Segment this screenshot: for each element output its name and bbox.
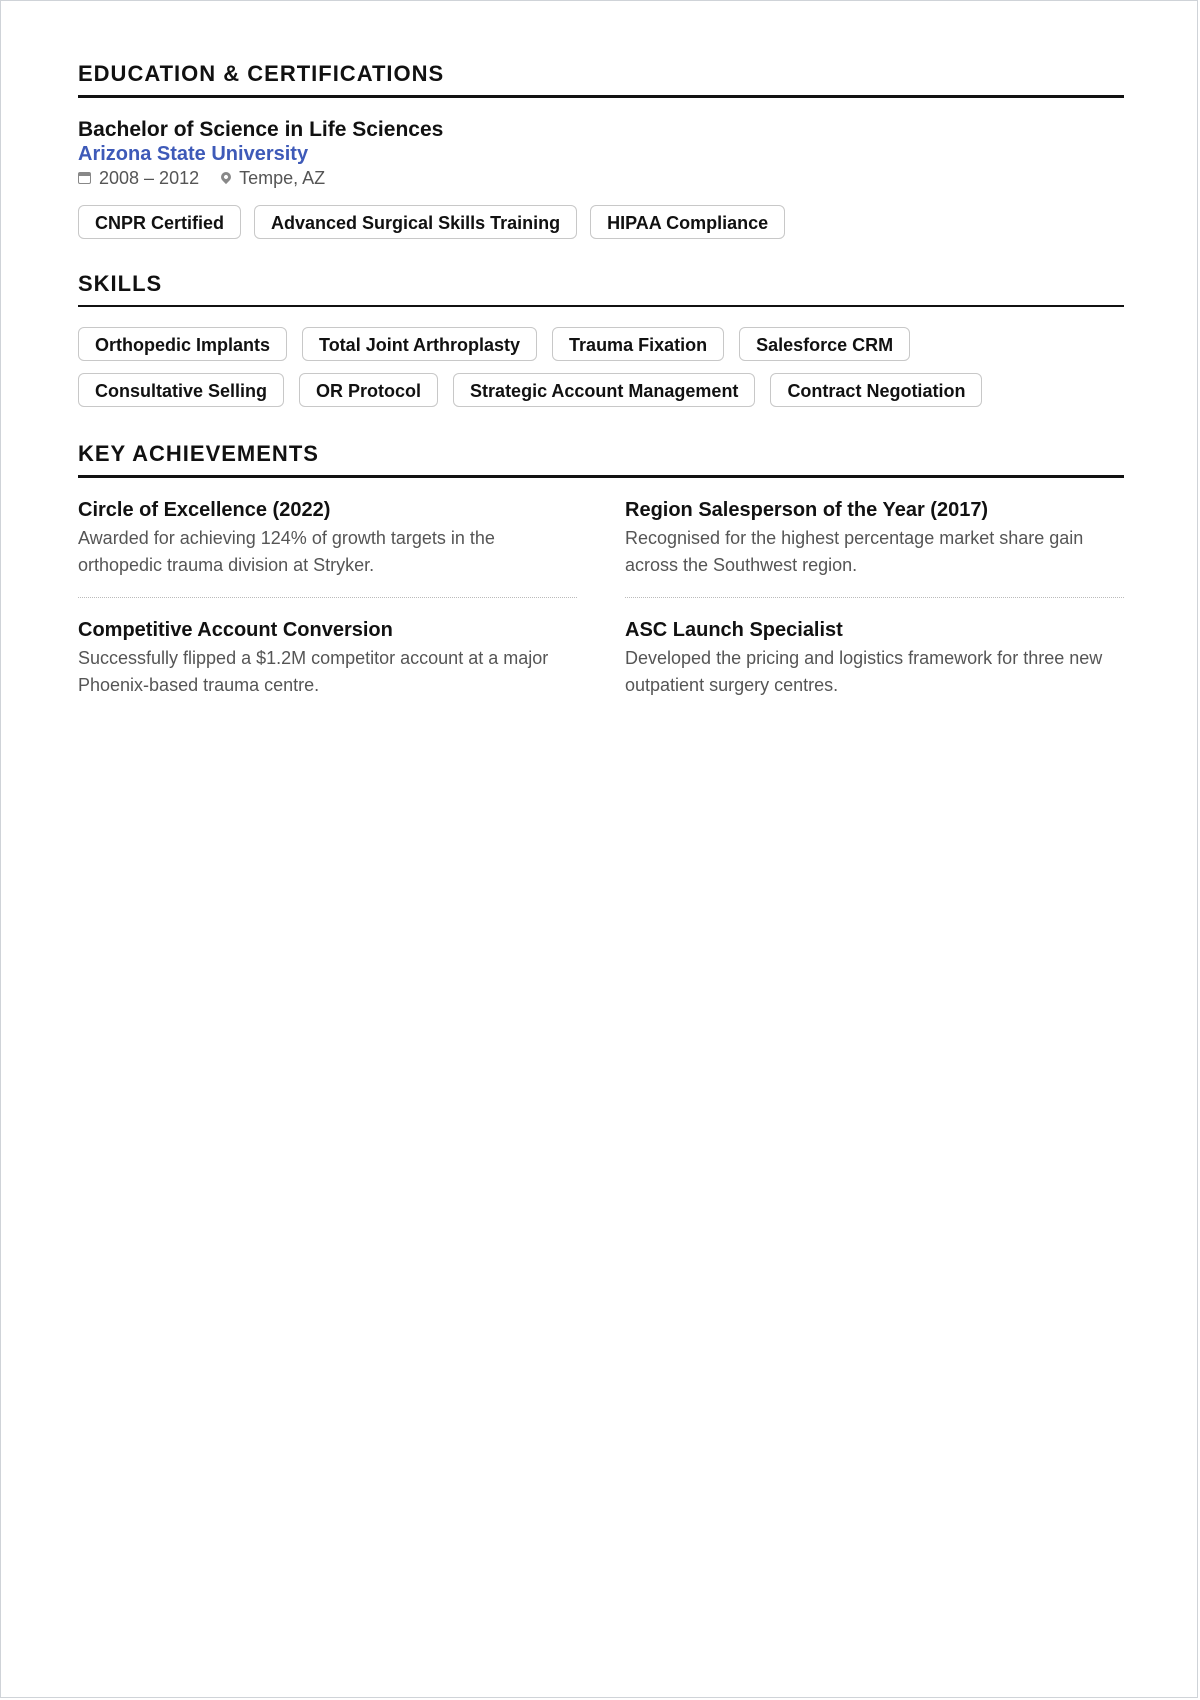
- achievements-section: [78, 441, 1124, 717]
- calendar-icon: [78, 172, 91, 184]
- certification-chip: CNPR Certified: [78, 205, 241, 239]
- achievement-description: Awarded for achieving 124% of growth targets in the orthopedic trauma division at Stryker.: [78, 528, 495, 575]
- skill-chip: Trauma Fixation: [552, 327, 724, 361]
- achievements-divider: [78, 475, 1124, 478]
- skills-list: [78, 327, 1124, 419]
- school-name: Arizona State University: [78, 143, 309, 165]
- certifications-list: [78, 205, 1124, 239]
- skills-heading: SKILLS: [78, 271, 163, 296]
- skill-chip: Orthopedic Implants: [78, 327, 287, 361]
- education-location: [221, 167, 325, 189]
- achievement-description: Successfully flipped a $1.2M competitor account at a major Phoenix-based trauma centre.: [78, 648, 549, 695]
- education-dates-text: 2008 – 2012: [99, 168, 200, 188]
- achievement-title: Circle of Excellence (2022): [78, 499, 331, 521]
- achievement-description: Developed the pricing and logistics framework for three new outpatient surgery centres.: [625, 648, 1103, 695]
- degree-title: Bachelor of Science in Life Sciences: [78, 118, 444, 141]
- achievements-heading: KEY ACHIEVEMENTS: [78, 441, 319, 466]
- resume-content: [78, 61, 1124, 717]
- skill-chip: Total Joint Arthroplasty: [302, 327, 537, 361]
- education-heading: EDUCATION & CERTIFICATIONS: [78, 61, 445, 86]
- achievement-title: Region Salesperson of the Year (2017): [625, 499, 989, 521]
- skills-section: [78, 271, 1124, 419]
- achievement-item: [78, 498, 577, 598]
- achievement-item: [78, 618, 577, 717]
- education-meta: [78, 167, 1124, 189]
- achievement-title: Competitive Account Conversion: [78, 619, 393, 641]
- education-section: [78, 61, 1124, 239]
- map-pin-icon: [219, 169, 233, 183]
- skill-chip: OR Protocol: [299, 373, 438, 407]
- education-divider: [78, 95, 1124, 98]
- skills-divider: [78, 305, 1124, 307]
- skill-chip: Contract Negotiation: [770, 373, 982, 407]
- certification-chip: HIPAA Compliance: [590, 205, 785, 239]
- achievement-item: [625, 498, 1124, 598]
- achievement-title: ASC Launch Specialist: [625, 619, 843, 641]
- certification-chip: Advanced Surgical Skills Training: [254, 205, 577, 239]
- achievement-description: Recognised for the highest percentage market share gain across the Southwest region.: [625, 528, 1084, 575]
- education-location-text: Tempe, AZ: [239, 168, 326, 188]
- skill-chip: Consultative Selling: [78, 373, 284, 407]
- skill-chip: Strategic Account Management: [453, 373, 755, 407]
- achievement-item: [625, 618, 1124, 717]
- achievements-grid: [78, 498, 1124, 717]
- skill-chip: Salesforce CRM: [739, 327, 910, 361]
- education-dates: [78, 167, 199, 189]
